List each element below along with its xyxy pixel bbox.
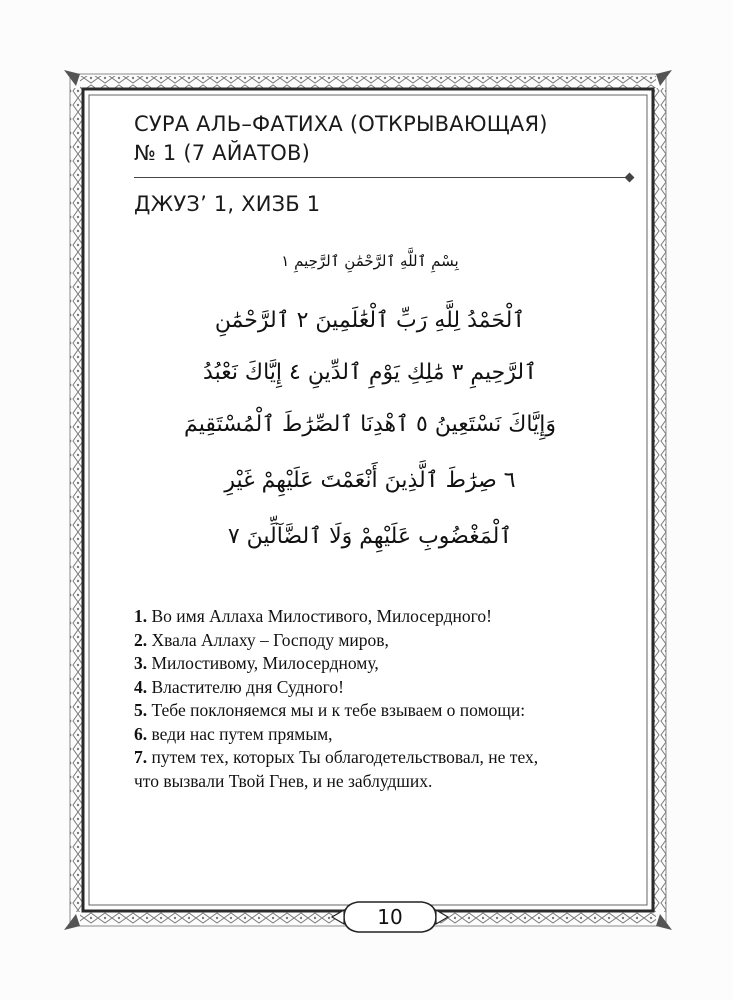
verse-number: 4. <box>134 676 148 697</box>
verse-text: Хвала Аллаху – Господу миров, <box>147 629 389 650</box>
verse-text: Во имя Аллаха Милостивого, Милосердного! <box>147 606 492 626</box>
page-number: 10 <box>377 905 403 929</box>
verse-text: Милостивому, Милосердному, <box>147 653 379 673</box>
verse-number: 7. <box>134 747 148 767</box>
surah-title <box>134 110 614 168</box>
translation-item <box>134 676 614 700</box>
page-number-cartouche <box>330 896 450 938</box>
verse-number: 1. <box>134 606 148 626</box>
translation-item <box>134 699 614 723</box>
verse-text: Властителю дня Судного! <box>147 676 344 697</box>
verse-number: 2. <box>134 629 148 650</box>
verse-number: 3. <box>134 653 148 673</box>
arabic-line-4: ٦ صِرَٰطَ ٱلَّذِينَ أَنْعَمْتَ عَلَيْهِمْ غَيْرِ <box>224 468 516 493</box>
translation-item <box>134 605 614 629</box>
translation-item <box>134 629 614 653</box>
translation-item <box>134 770 614 794</box>
verse-text: Тебе поклоняемся мы и к тебе взываем о помощи: <box>147 700 526 720</box>
arabic-line-1: ٱلْحَمْدُ لِلَّهِ رَبِّ ٱلْعَٰلَمِينَ ٢ ٱلرَّحْمَٰنِ <box>214 308 526 333</box>
title-divider <box>134 177 630 178</box>
surah-title-line1: СУРА АЛЬ–ФАТИХА (ОТКРЫВАЮЩАЯ) <box>134 112 548 136</box>
translation-item <box>134 723 614 747</box>
translation-item <box>134 652 614 676</box>
verse-text: путем тех, которых Ты облагодетельствовал, не тех, <box>147 747 539 767</box>
surah-title-line2: № 1 (7 АЙАТОВ) <box>134 141 310 165</box>
arabic-line-2: ٱلرَّحِيمِ ٣ مَٰلِكِ يَوْمِ ٱلدِّينِ ٤ إِيَّاكَ نَعْبُدُ <box>203 360 537 385</box>
verse-text: веди нас путем прямым, <box>147 723 333 744</box>
verse-text: что вызвали Твой Гнев, и не заблудших. <box>134 770 433 791</box>
translation-item <box>134 746 614 770</box>
arabic-line-3: وَإِيَّاكَ نَسْتَعِينُ ٥ ٱهْدِنَا ٱلصِّرَٰطَ ٱلْمُسْتَقِيمَ <box>184 412 556 437</box>
verse-number: 6. <box>134 723 148 744</box>
juz-hizb-label: ДЖУЗ’ 1, ХИЗБ 1 <box>134 192 321 216</box>
basmala: بِسْمِ ٱللَّهِ ٱلرَّحْمَٰنِ ٱلرَّحِيمِ ١ <box>281 252 459 270</box>
arabic-line-5: ٱلْمَغْضُوبِ عَلَيْهِمْ وَلَا ٱلضَّآلِّينَ ٧ <box>227 524 513 549</box>
translation-list <box>134 605 614 793</box>
verse-number: 5. <box>134 700 148 720</box>
